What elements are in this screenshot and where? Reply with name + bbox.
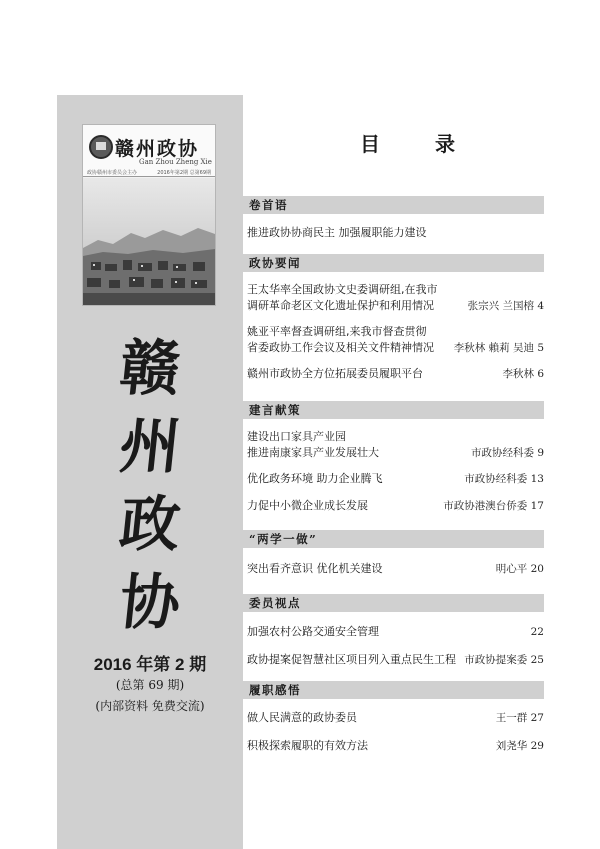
- vertical-magazine-title: [110, 330, 190, 642]
- toc-entry[interactable]: [247, 624, 544, 640]
- cover-issue-small: 2016年第2期 总第69期: [157, 170, 211, 176]
- toc-entry[interactable]: [247, 429, 544, 461]
- section-name: 政协要闻: [249, 256, 301, 270]
- toc-entry[interactable]: [247, 225, 544, 241]
- cover-photo: [83, 178, 215, 305]
- entry-author-page: [464, 471, 544, 487]
- entry-page: 9: [537, 447, 544, 459]
- vertical-title-char: 州: [116, 412, 184, 482]
- section-header: [243, 254, 544, 272]
- section-name: 委员视点: [249, 596, 301, 610]
- section-header: [243, 196, 544, 214]
- entry-author-page: [464, 652, 544, 668]
- entry-page: 22: [530, 626, 544, 638]
- emblem-icon: [89, 135, 113, 159]
- entry-author: 王一群: [495, 712, 528, 724]
- entry-page: 27: [530, 712, 544, 724]
- entry-title-line2: 调研革命老区文化遗址保护和利用情况: [247, 299, 434, 312]
- toc-entry[interactable]: [247, 652, 544, 668]
- cover-strip: [83, 169, 215, 177]
- entry-title: 积极探索履职的有效方法: [247, 739, 368, 752]
- entry-author-page: [502, 366, 544, 382]
- entry-author-page: [468, 298, 544, 314]
- cover-header: [83, 125, 215, 177]
- toc-entry[interactable]: [247, 710, 544, 726]
- entry-title: 政协提案促智慧社区项目列入重点民生工程: [247, 653, 456, 666]
- entry-author: 明心平: [495, 563, 528, 575]
- toc-entry[interactable]: [247, 324, 544, 356]
- section-header: [243, 401, 544, 419]
- entry-author: 市政协经科委: [470, 447, 534, 459]
- entry-page: 29: [530, 740, 544, 752]
- entry-author: 市政协提案委: [464, 654, 528, 666]
- entry-author: 李秋林: [502, 368, 534, 380]
- entry-title: 加强农村公路交通安全管理: [247, 625, 379, 638]
- entry-title: 力促中小微企业成长发展: [247, 499, 368, 512]
- entry-page: 6: [537, 368, 544, 380]
- entry-title: 建设出口家具产业园: [247, 430, 346, 443]
- entry-author-page: [496, 710, 544, 726]
- cover-magazine-title: 赣州政协: [115, 138, 200, 160]
- section-name: “两学一做”: [249, 532, 318, 546]
- toc-entry[interactable]: [247, 738, 544, 754]
- entry-page: 25: [530, 654, 544, 666]
- entry-author: 刘尧华: [495, 740, 528, 752]
- cover-pinyin: Gan Zhou Zheng Xie: [139, 158, 212, 166]
- entry-author-page: [496, 738, 544, 754]
- entry-title-line2: 推进南康家具产业发展壮大: [247, 446, 379, 459]
- section-header: [243, 594, 544, 612]
- toc-entry[interactable]: [247, 498, 544, 514]
- toc-title: 目 录: [360, 132, 479, 156]
- entry-title: 姚亚平率督查调研组,来我市督查贯彻: [247, 325, 427, 338]
- entry-page: 5: [537, 342, 544, 354]
- section-name: 建言献策: [249, 403, 301, 417]
- entry-author-page: [471, 445, 544, 461]
- section-header: [243, 530, 544, 548]
- entry-page: 13: [530, 473, 544, 485]
- section-name: 履职感悟: [249, 683, 301, 697]
- entry-author: 张宗兴 兰国榕: [467, 300, 534, 312]
- entry-author: 李秋林 賴莉 吴迪: [453, 342, 534, 354]
- entry-author: 市政协经科委: [464, 473, 528, 485]
- entry-title: 赣州市政协全方位拓展委员履职平台: [247, 367, 423, 380]
- vertical-title-char: 政: [116, 490, 184, 560]
- section-header: [243, 681, 544, 699]
- cover-thumbnail: [82, 124, 216, 306]
- entry-author-page: [454, 340, 544, 356]
- entry-title: 推进政协协商民主 加强履职能力建设: [247, 226, 427, 239]
- toc-entry[interactable]: [247, 561, 544, 577]
- entry-title: 做人民满意的政协委员: [247, 711, 357, 724]
- entry-title: 王太华率全国政协文史委调研组,在我市: [247, 283, 438, 296]
- issue-number: 2016 年第 2 期: [93, 655, 207, 674]
- entry-title: 优化政务环境 助力企业腾飞: [247, 472, 383, 485]
- entry-page: 20: [530, 563, 544, 575]
- toc-entry[interactable]: [247, 366, 544, 382]
- section-name: 卷首语: [249, 198, 288, 212]
- toc-entry[interactable]: [247, 282, 544, 314]
- vertical-title-char: 协: [116, 568, 184, 638]
- entry-author-page: [443, 498, 544, 514]
- entry-title: 突出看齐意识 优化机关建设: [247, 562, 383, 575]
- entry-title-line2: 省委政协工作会议及相关文件精神情况: [247, 341, 434, 354]
- vertical-title-char: 赣: [116, 334, 184, 404]
- toc-entry[interactable]: [247, 471, 544, 487]
- entry-page: 17: [530, 500, 544, 512]
- entry-author-page: [496, 561, 544, 577]
- issue-total: (总第 69 期): [115, 678, 185, 692]
- entry-author: 市政协港澳台侨委: [443, 500, 528, 512]
- entry-page: 4: [537, 300, 544, 312]
- issue-note: (内部资料 免费交流): [95, 699, 205, 713]
- cover-publisher: 政协赣州市委员会主办: [87, 170, 138, 176]
